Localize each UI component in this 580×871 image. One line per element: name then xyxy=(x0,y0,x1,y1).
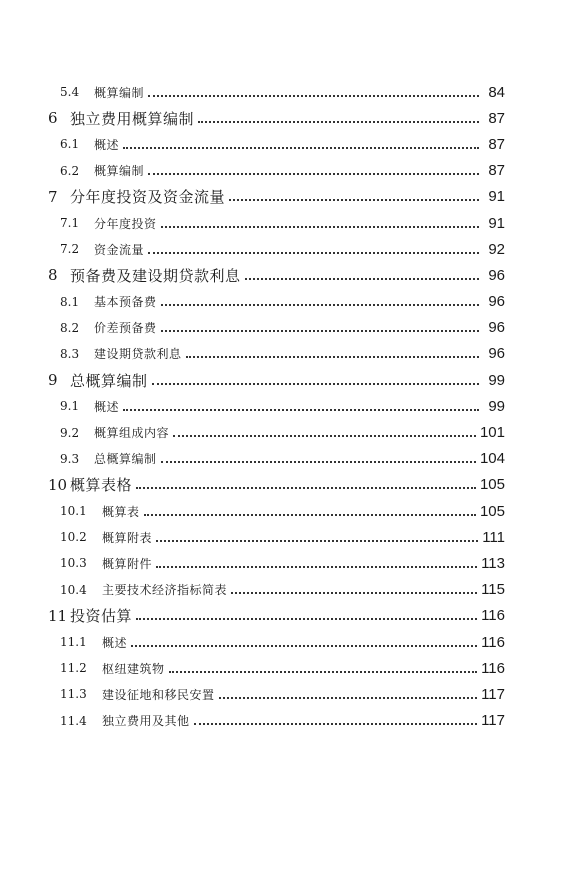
toc-entry-title: 预备费及建设期贷款利息 xyxy=(70,266,241,285)
toc-entry xyxy=(0,289,580,315)
toc-entry-page: 105 xyxy=(479,502,505,520)
table-of-contents xyxy=(0,79,580,734)
dot-leader xyxy=(161,225,479,228)
dot-leader xyxy=(161,460,476,463)
toc-entry-number: 10.4 xyxy=(60,582,87,597)
toc-entry xyxy=(0,341,580,367)
toc-entry-number: 8.1 xyxy=(60,294,80,309)
toc-entry-title: 分年度投资及资金流量 xyxy=(70,188,226,207)
toc-entry-title: 分年度投资 xyxy=(94,216,157,231)
toc-entry-title: 总概算编制 xyxy=(94,452,157,467)
toc-entry-page: 91 xyxy=(488,214,505,232)
toc-entry-page: 115 xyxy=(481,581,505,599)
toc-entry-title: 建设期贷款利息 xyxy=(94,347,182,362)
toc-entry-page: 101 xyxy=(479,424,505,442)
toc-entry xyxy=(0,367,580,393)
toc-entry xyxy=(0,446,580,472)
toc-entry xyxy=(0,236,580,262)
toc-entry-number: 9.3 xyxy=(60,451,80,466)
toc-entry xyxy=(0,158,580,184)
toc-entry-page: 117 xyxy=(481,685,505,703)
dot-leader xyxy=(123,408,479,411)
toc-entry xyxy=(0,655,580,681)
dot-leader xyxy=(169,670,478,673)
toc-entry xyxy=(0,681,580,707)
toc-entry-number: 10.1 xyxy=(60,504,87,519)
toc-entry-number: 6.1 xyxy=(60,137,80,152)
toc-entry-number: 7.1 xyxy=(60,216,80,231)
toc-entry-number: 10.2 xyxy=(60,530,87,545)
toc-entry-page: 92 xyxy=(488,240,505,258)
toc-entry-number: 8.3 xyxy=(60,346,80,361)
dot-leader xyxy=(194,722,478,725)
toc-entry-number: 5.4 xyxy=(60,85,80,100)
toc-entry-number: 11.2 xyxy=(60,661,87,676)
toc-entry xyxy=(0,105,580,131)
dot-leader xyxy=(156,539,478,542)
toc-entry-page: 87 xyxy=(488,135,505,153)
toc-entry-title: 独立费用及其他 xyxy=(102,714,190,729)
toc-entry-title: 基本预备费 xyxy=(94,295,157,310)
toc-entry-number: 9.1 xyxy=(60,399,80,414)
toc-entry xyxy=(0,603,580,629)
dot-leader xyxy=(136,617,477,620)
toc-entry-page: 91 xyxy=(488,188,505,206)
toc-entry-title: 概算附件 xyxy=(102,556,153,571)
toc-entry-number: 9 xyxy=(48,371,58,390)
toc-entry-title: 概算编制 xyxy=(94,164,145,179)
toc-entry-title: 概述 xyxy=(94,137,120,152)
toc-entry-page: 117 xyxy=(481,712,505,730)
toc-entry-page: 87 xyxy=(488,162,505,180)
toc-entry-page: 105 xyxy=(479,476,505,494)
toc-entry-title: 概述 xyxy=(102,635,128,650)
toc-entry-number: 9.2 xyxy=(60,425,80,440)
toc-entry-number: 8 xyxy=(48,266,58,285)
toc-entry xyxy=(0,315,580,341)
toc-entry-page: 99 xyxy=(488,371,505,389)
toc-entry-page: 116 xyxy=(481,607,505,625)
toc-entry-title: 概算编制 xyxy=(94,85,145,100)
dot-leader xyxy=(186,355,479,358)
toc-entry-title: 概述 xyxy=(94,399,120,414)
toc-entry-title: 概算附表 xyxy=(102,530,153,545)
toc-entry-number: 11.3 xyxy=(60,687,87,702)
toc-entry-number: 7.2 xyxy=(60,242,80,257)
toc-entry-number: 7 xyxy=(48,187,58,206)
dot-leader xyxy=(148,94,479,97)
dot-leader xyxy=(144,513,476,516)
toc-entry-number: 11.4 xyxy=(60,713,87,728)
toc-entry xyxy=(0,498,580,524)
toc-entry xyxy=(0,472,580,498)
toc-entry-title: 主要技术经济指标简表 xyxy=(102,583,228,598)
toc-entry xyxy=(0,210,580,236)
toc-entry-number: 6.2 xyxy=(60,163,80,178)
dot-leader xyxy=(161,329,479,332)
toc-entry-page: 87 xyxy=(488,109,505,127)
toc-entry xyxy=(0,577,580,603)
toc-entry xyxy=(0,550,580,576)
toc-entry xyxy=(0,419,580,445)
toc-entry-title: 概算组成内容 xyxy=(94,426,170,441)
dot-leader xyxy=(161,303,479,306)
toc-entry xyxy=(0,184,580,210)
toc-entry-title: 独立费用概算编制 xyxy=(70,109,195,128)
dot-leader xyxy=(231,591,477,594)
dot-leader xyxy=(148,251,479,254)
toc-entry-page: 96 xyxy=(488,345,505,363)
dot-leader xyxy=(148,172,479,175)
toc-entry-title: 概算表 xyxy=(102,504,140,519)
toc-entry-title: 价差预备费 xyxy=(94,321,157,336)
toc-entry-number: 6 xyxy=(48,109,58,128)
dot-leader xyxy=(245,277,479,280)
toc-entry-page: 104 xyxy=(479,450,505,468)
toc-entry-title: 总概算编制 xyxy=(70,371,148,390)
dot-leader xyxy=(198,120,479,123)
toc-entry xyxy=(0,79,580,105)
toc-entry-number: 11 xyxy=(48,606,68,625)
toc-entry xyxy=(0,708,580,734)
toc-entry xyxy=(0,629,580,655)
dot-leader xyxy=(152,382,479,385)
toc-entry-page: 96 xyxy=(488,293,505,311)
dot-leader xyxy=(229,198,479,201)
toc-entry-page: 99 xyxy=(488,397,505,415)
toc-entry-title: 枢纽建筑物 xyxy=(102,661,165,676)
toc-entry xyxy=(0,393,580,419)
dot-leader xyxy=(123,146,479,149)
toc-entry-page: 111 xyxy=(482,528,505,546)
toc-entry xyxy=(0,524,580,550)
toc-entry-title: 投资估算 xyxy=(70,607,133,626)
dot-leader xyxy=(173,434,476,437)
dot-leader xyxy=(156,565,477,568)
dot-leader xyxy=(136,486,476,489)
toc-entry-number: 10 xyxy=(48,475,68,494)
dot-leader xyxy=(219,696,478,699)
toc-entry-number: 11.1 xyxy=(60,635,87,650)
toc-entry-page: 113 xyxy=(481,554,505,572)
toc-entry-number: 8.2 xyxy=(60,320,80,335)
toc-entry xyxy=(0,262,580,288)
toc-entry-number: 10.3 xyxy=(60,556,87,571)
toc-entry-page: 116 xyxy=(481,633,505,651)
toc-entry-page: 96 xyxy=(488,319,505,337)
toc-entry xyxy=(0,131,580,157)
toc-entry-title: 概算表格 xyxy=(70,476,133,495)
toc-entry-title: 建设征地和移民安置 xyxy=(102,687,215,702)
toc-entry-page: 96 xyxy=(488,266,505,284)
dot-leader xyxy=(131,644,477,647)
toc-entry-title: 资金流量 xyxy=(94,242,145,257)
toc-entry-page: 116 xyxy=(481,659,505,677)
toc-entry-page: 84 xyxy=(488,83,505,101)
